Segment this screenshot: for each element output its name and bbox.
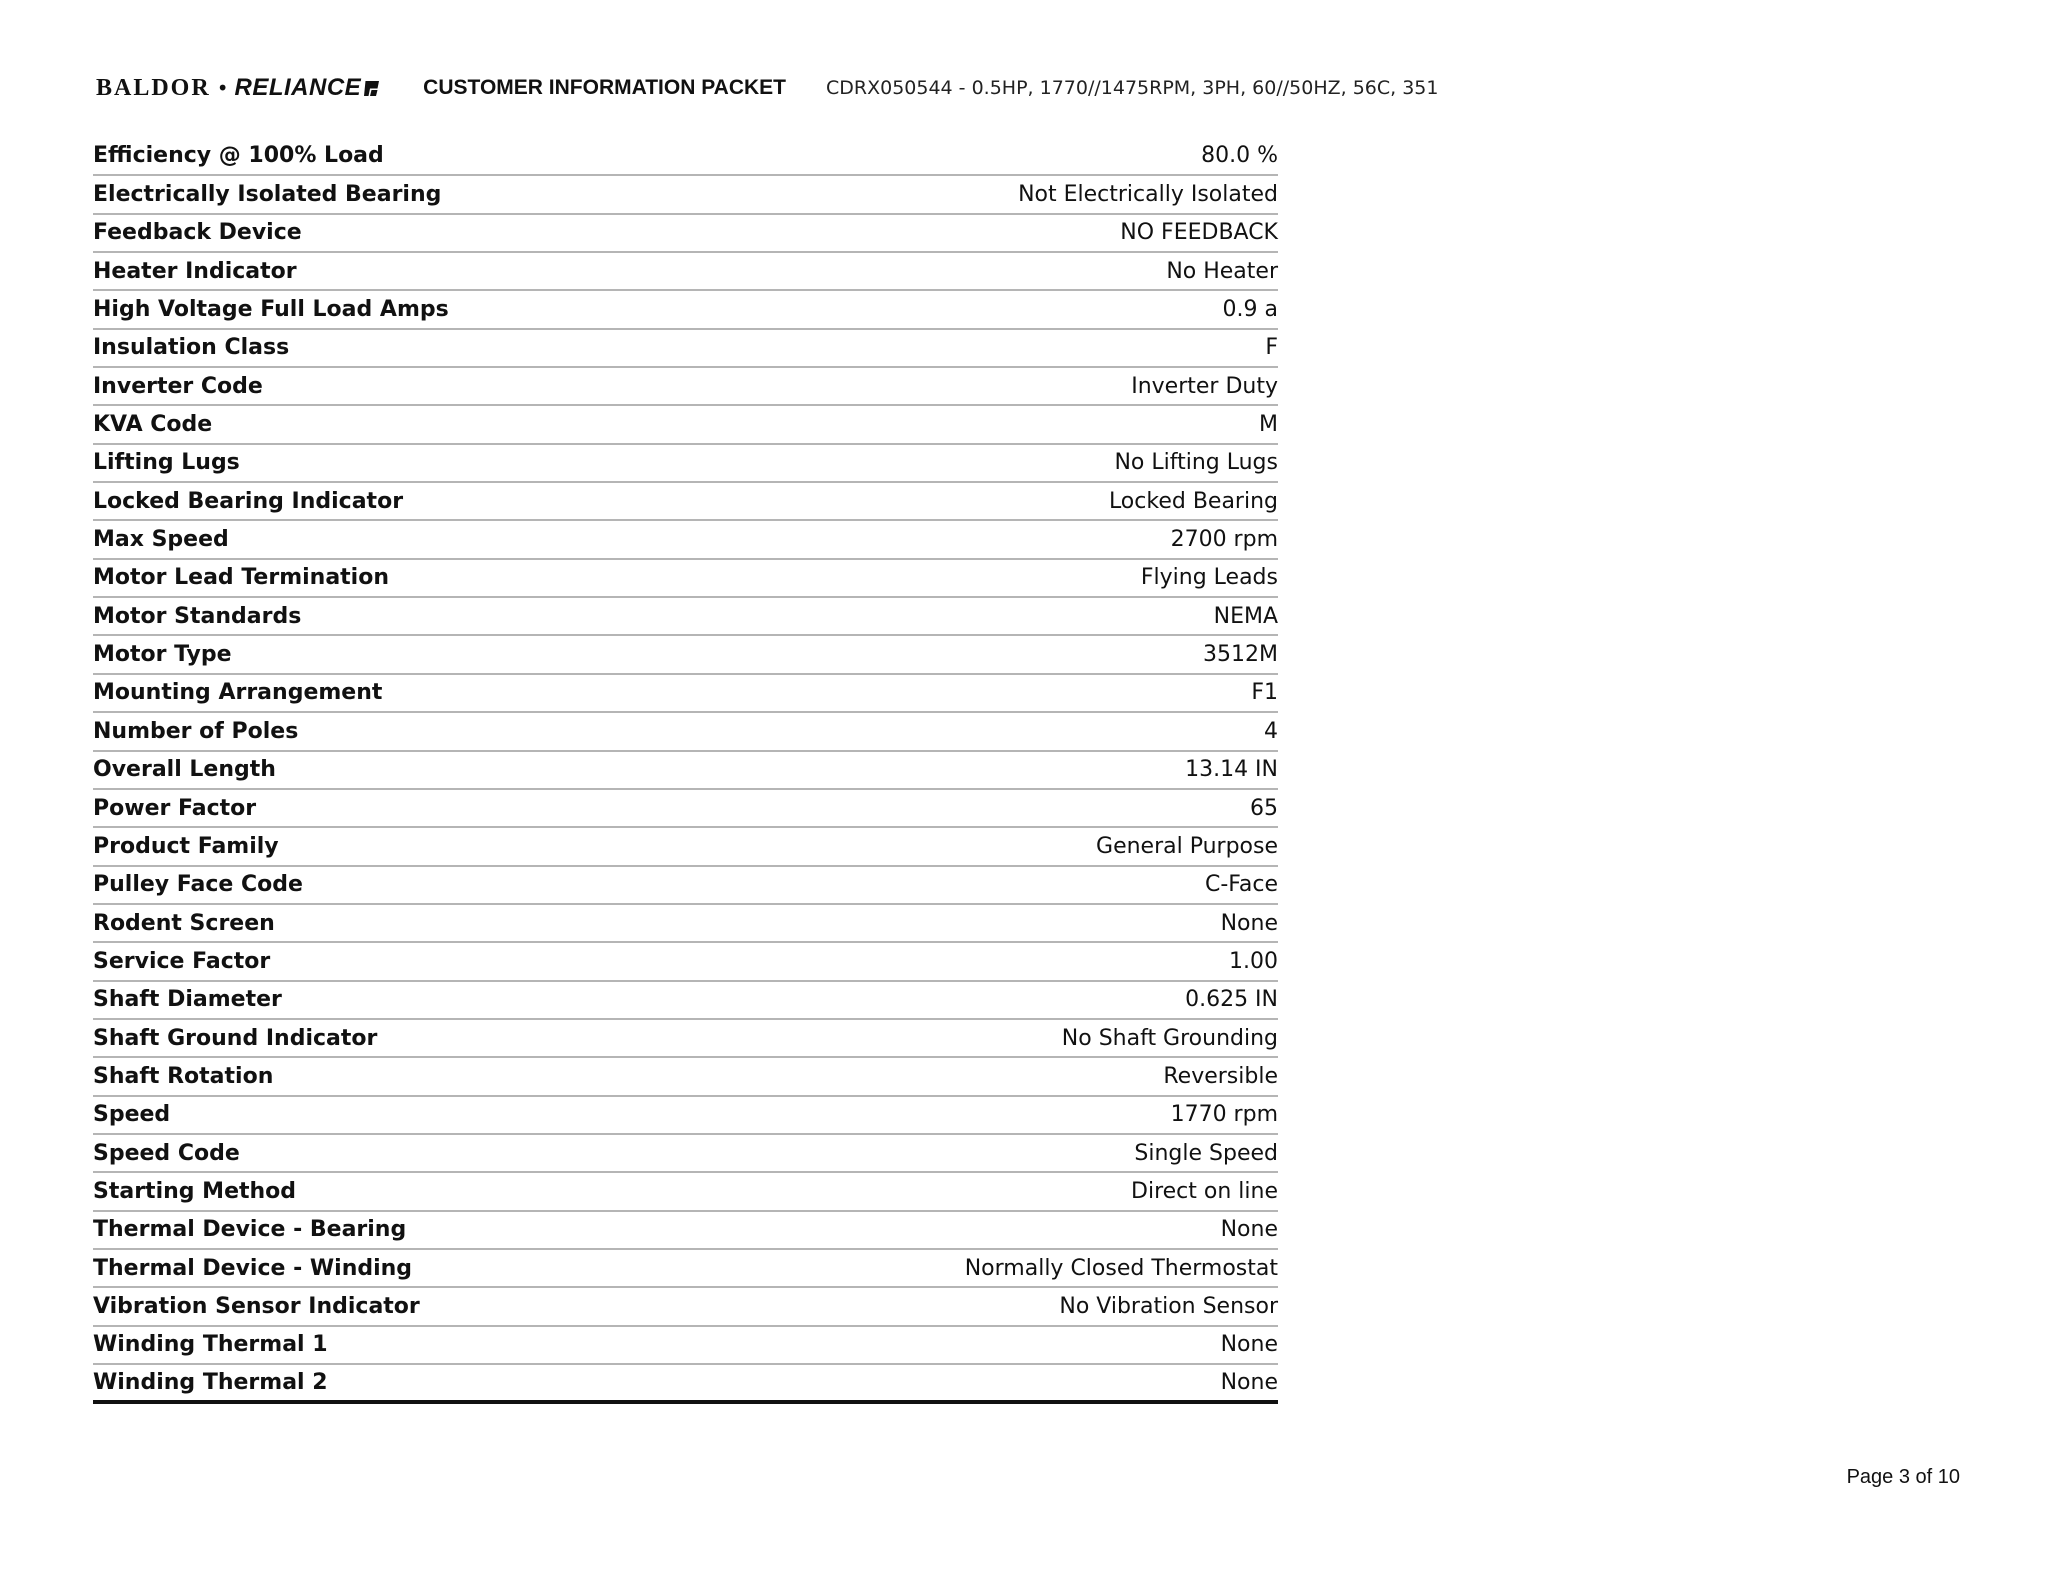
spec-label: Mounting Arrangement [93, 674, 723, 712]
spec-label: Overall Length [93, 751, 723, 789]
spec-row [93, 367, 1278, 405]
spec-row [93, 405, 1278, 443]
spec-table-body [93, 137, 1278, 1402]
spec-value: M [723, 405, 1278, 443]
spec-label: Shaft Diameter [93, 981, 723, 1019]
spec-label: Electrically Isolated Bearing [93, 175, 723, 213]
spec-row [93, 904, 1278, 942]
spec-row [93, 1364, 1278, 1402]
spec-row [93, 674, 1278, 712]
spec-row [93, 1096, 1278, 1134]
spec-row [93, 444, 1278, 482]
spec-value: 0.9 a [723, 290, 1278, 328]
spec-row [93, 1287, 1278, 1325]
spec-row [93, 290, 1278, 328]
spec-label: Insulation Class [93, 329, 723, 367]
baldor-reliance-logo [96, 70, 379, 106]
spec-value: None [723, 1211, 1278, 1249]
spec-value: No Shaft Grounding [723, 1019, 1278, 1057]
spec-row [93, 597, 1278, 635]
spec-row [93, 1134, 1278, 1172]
spec-value: No Vibration Sensor [723, 1287, 1278, 1325]
spec-label: Speed Code [93, 1134, 723, 1172]
spec-label: Shaft Ground Indicator [93, 1019, 723, 1057]
spec-value: 65 [723, 789, 1278, 827]
spec-value: F [723, 329, 1278, 367]
spec-label: Heater Indicator [93, 252, 723, 290]
spec-row [93, 751, 1278, 789]
spec-row [93, 1326, 1278, 1364]
spec-label: Inverter Code [93, 367, 723, 405]
spec-value: 80.0 % [723, 137, 1278, 175]
spec-value: No Heater [723, 252, 1278, 290]
spec-value: General Purpose [723, 827, 1278, 865]
spec-row [93, 789, 1278, 827]
spec-value: Flying Leads [723, 559, 1278, 597]
spec-label: Motor Lead Termination [93, 559, 723, 597]
spec-label: Winding Thermal 2 [93, 1370, 328, 1396]
spec-row [93, 712, 1278, 750]
spec-label: Thermal Device - Bearing [93, 1211, 723, 1249]
spec-value: C-Face [723, 866, 1278, 904]
spec-label: High Voltage Full Load Amps [93, 290, 723, 328]
spec-value: 1770 rpm [723, 1096, 1278, 1134]
spec-row [93, 635, 1278, 673]
spec-row [93, 1172, 1278, 1210]
spec-label: Motor Type [93, 635, 723, 673]
spec-label: Vibration Sensor Indicator [93, 1287, 723, 1325]
spec-row [93, 520, 1278, 558]
spec-label: Power Factor [93, 789, 723, 827]
spec-row [93, 981, 1278, 1019]
spec-value: Inverter Duty [723, 367, 1278, 405]
spec-value: NEMA [723, 597, 1278, 635]
logo-baldor-text: BALDOR [96, 74, 211, 101]
spec-label: Feedback Device [93, 214, 723, 252]
spec-row [93, 827, 1278, 865]
spec-row [93, 214, 1278, 252]
spec-label: Thermal Device - Winding [93, 1249, 723, 1287]
spec-row [93, 175, 1278, 213]
spec-label: KVA Code [93, 405, 723, 443]
spec-value: Locked Bearing [723, 482, 1278, 520]
spec-value: None [723, 1326, 1278, 1364]
reliance-r-mark-icon [364, 81, 379, 96]
spec-label: Service Factor [93, 942, 723, 980]
logo-separator: • [216, 76, 229, 100]
spec-value: 13.14 IN [723, 751, 1278, 789]
spec-label: Speed [93, 1096, 723, 1134]
spec-value: F1 [723, 674, 1278, 712]
spec-row [93, 866, 1278, 904]
spec-table [93, 137, 1278, 1404]
spec-value: 1.00 [723, 942, 1278, 980]
spec-value: Direct on line [723, 1172, 1278, 1210]
spec-row [93, 252, 1278, 290]
spec-label: Number of Poles [93, 712, 723, 750]
spec-label: Winding Thermal 1 [93, 1326, 723, 1364]
spec-value: 2700 rpm [723, 520, 1278, 558]
logo-reliance-text: RELIANCE [234, 74, 362, 101]
model-description: CDRX050544 - 0.5HP, 1770//1475RPM, 3PH, 60//50HZ, 56C, 351 [825, 77, 1439, 99]
spec-value: 4 [723, 712, 1278, 750]
spec-row [93, 137, 1278, 175]
spec-value: Not Electrically Isolated [723, 175, 1278, 213]
spec-label: Shaft Rotation [93, 1057, 723, 1095]
spec-label: Locked Bearing Indicator [93, 482, 723, 520]
spec-label: Pulley Face Code [93, 866, 723, 904]
spec-row [93, 1211, 1278, 1249]
spec-row [93, 482, 1278, 520]
spec-row [93, 1057, 1278, 1095]
spec-value: No Lifting Lugs [723, 444, 1278, 482]
spec-label: Lifting Lugs [93, 444, 723, 482]
page-number: Page 3 of 10 [1846, 1466, 1960, 1488]
spec-row [93, 329, 1278, 367]
spec-row [93, 1249, 1278, 1287]
spec-value: Normally Closed Thermostat [723, 1249, 1278, 1287]
spec-label: Efficiency @ 100% Load [93, 137, 723, 175]
spec-row [93, 942, 1278, 980]
spec-row [93, 559, 1278, 597]
spec-value: 0.625 IN [723, 981, 1278, 1019]
spec-value: None [723, 904, 1278, 942]
packet-title: CUSTOMER INFORMATION PACKET [423, 76, 786, 99]
spec-row [93, 1019, 1278, 1057]
spec-value: NO FEEDBACK [723, 214, 1278, 252]
spec-value: 3512M [723, 635, 1278, 673]
spec-label: Motor Standards [93, 597, 723, 635]
spec-label: Rodent Screen [93, 904, 723, 942]
spec-value: Reversible [723, 1057, 1278, 1095]
spec-label: Max Speed [93, 520, 723, 558]
spec-label: Product Family [93, 827, 723, 865]
spec-label: Starting Method [93, 1172, 723, 1210]
spec-value: None [1220, 1370, 1278, 1396]
spec-value: Single Speed [723, 1134, 1278, 1172]
document-header [96, 70, 1438, 106]
